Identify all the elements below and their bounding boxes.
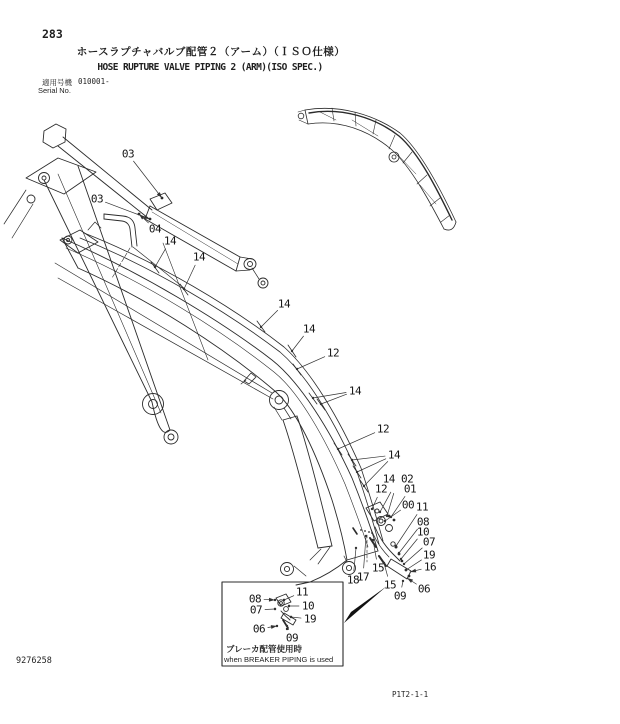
part-callout-14: 14 <box>387 448 401 462</box>
part-callout-14: 14 <box>163 234 177 248</box>
detail-pointer-arrow <box>344 586 387 623</box>
part-callout-12: 12 <box>326 346 340 360</box>
applicable-serial-label-en: Serial No. <box>38 86 71 95</box>
applicable-serial-label-jp: 適用号機 <box>42 78 72 87</box>
serial-number-value: 010001- <box>78 77 110 86</box>
part-callout-11: 11 <box>415 500 429 514</box>
part-callout-09: 09 <box>285 631 299 645</box>
arm-cylinder <box>43 124 268 288</box>
part-callout-15: 15 <box>383 578 397 592</box>
part-callout-11: 11 <box>295 585 309 599</box>
part-callout-00: 00 <box>401 498 415 512</box>
part-callout-19: 19 <box>303 612 317 626</box>
document-code: 9276258 <box>16 656 52 666</box>
part-callout-16: 16 <box>423 560 437 574</box>
assembly-thumbnail <box>298 108 456 230</box>
boom-structure <box>4 158 273 444</box>
part-callout-14-02: 14 02 <box>382 472 414 486</box>
part-callout-03: 03 <box>90 192 104 206</box>
part-callout-14: 14 <box>302 322 316 336</box>
part-callout-19: 19 <box>422 548 436 562</box>
page-title-japanese: ホースラプチャバルブ配管２（アーム）（ＩＳＯ仕様） <box>76 46 346 58</box>
part-callout-03: 03 <box>121 147 135 161</box>
part-callout-06: 06 <box>417 582 431 596</box>
part-callout-12: 12 <box>376 422 390 436</box>
part-callout-07: 07 <box>249 603 263 617</box>
part-callout-14: 14 <box>192 250 206 264</box>
hydraulic-hoses <box>80 233 383 544</box>
page-title-english: HOSE RUPTURE VALVE PIPING 2 (ARM)(ISO SPEC.) <box>97 62 323 73</box>
plate-code: P1T2-1-1 <box>392 690 429 699</box>
part-callout-12: 12 <box>374 482 388 496</box>
part-callout-08: 08 <box>416 515 430 529</box>
part-callout-14: 14 <box>348 384 362 398</box>
inset-caption-english: when BREAKER PIPING is used <box>224 655 334 664</box>
part-callout-06: 06 <box>252 622 266 636</box>
part-callout-08: 08 <box>248 592 262 606</box>
arm-beam <box>60 222 378 585</box>
part-callout-18: 18 <box>346 573 360 587</box>
part-callout-14: 14 <box>277 297 291 311</box>
part-callout-09: 09 <box>393 589 407 603</box>
bucket-cylinder <box>270 391 333 577</box>
inset-caption-japanese: ブレーカ配管使用時 <box>226 644 302 654</box>
part-callout-15: 15 <box>371 561 385 575</box>
part-callout-10: 10 <box>301 599 315 613</box>
page-number: 283 <box>42 27 63 41</box>
part-callout-10: 10 <box>416 525 430 539</box>
part-callout-04: 04 <box>148 222 162 236</box>
part-callout-17: 17 <box>356 570 370 584</box>
part-callout-01: 01 <box>403 482 417 496</box>
part-callout-07: 07 <box>422 535 436 549</box>
